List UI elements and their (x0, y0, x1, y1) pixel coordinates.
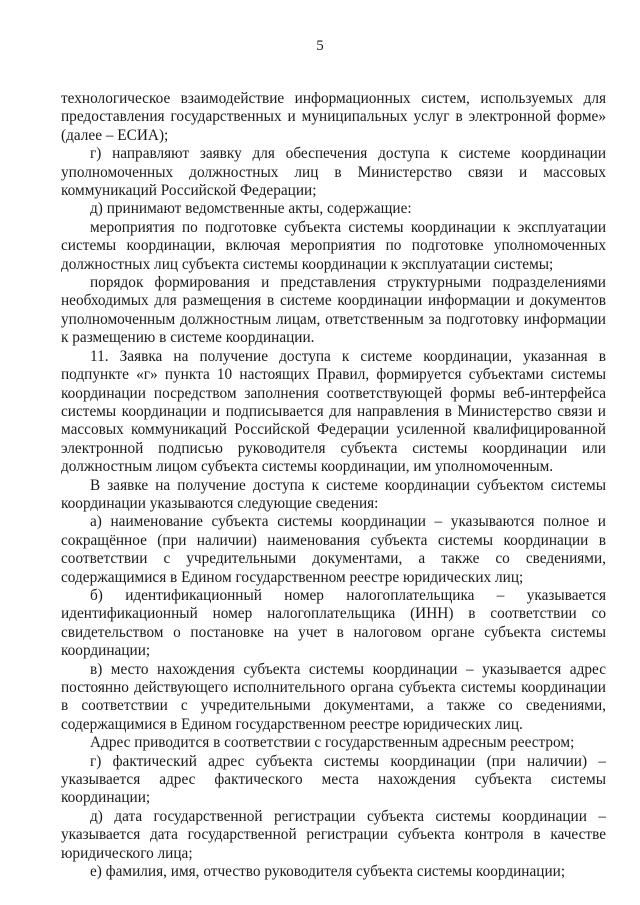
paragraph-formation-procedure: порядок формирования и представления структурными подразделениями необходимых для размещения в системе координации информации и документов уполномоченным должностным лицам, ответственным за подготовку информации к размещению в системе координации. (61, 274, 606, 347)
paragraph-address-registry: Адрес приводится в соответствии с государственным адресным реестром; (90, 734, 575, 752)
paragraph-request-contents: В заявке на получение доступа к системе координации субъектом системы координации указываются следующие сведения: (61, 476, 606, 512)
paragraph-item-b-inn: б) идентификационный номер налогоплательщика – указывается идентификационный номер налогоплательщика (ИНН) в соответствии со свидетельством о постановке на учет в налоговом органе субъекта системы координации; (61, 586, 606, 660)
page-number: 5 (316, 38, 324, 54)
paragraph-esia-continuation: технологическое взаимодействие информационных систем, используемых для предоставления государственных и муниципальных услуг в электронной форме» (далее – ЕСИА); (61, 90, 606, 144)
paragraph-item-g-actual-address: г) фактический адрес субъекта системы координации (при наличии) – указывается адрес фактического места нахождения субъекта системы координации; (61, 752, 606, 807)
paragraph-item-a-name: а) наименование субъекта системы координации – указываются полное и сокращённое (при наличии) наименования субъекта системы координации в соответствии с учредительными документами, а также со сведениями, содержащимися в Едином государственном реестре юридических лиц; (61, 513, 606, 586)
paragraph-item-e-director-name: е) фамилия, имя, отчество руководителя субъекта системы координации; (90, 863, 566, 881)
paragraph-item-v-location: в) место нахождения субъекта системы координации – указывается адрес постоянно действующего исполнительного органа субъекта системы координации в соответствии с учредительными документами, а также со сведениями, содержащимися в Едином государственном реестре юридических лиц. (61, 660, 606, 733)
document-body (61, 90, 606, 881)
paragraph-item-d-acts: д) принимают ведомственные акты, содержащие: (90, 200, 412, 218)
paragraph-clause-11: 11. Заявка на получение доступа к системе координации, указанная в подпункте «г» пункта 10 настоящих Правил, формируется субъектами системы координации посредством заполнения соответствующей формы веб-интерфейса системы координации и подписывается для направления в Министерство связи и массовых коммуникаций Российской Федерации усиленной квалифицированной электронной подписью руководителя субъекта системы координации или должностным лицом субъекта системы координации, им уполномоченным. (61, 347, 606, 476)
paragraph-item-g-request: г) направляют заявку для обеспечения доступа к системе координации уполномоченных должностных лиц в Министерство связи и массовых коммуникаций Российской Федерации; (61, 145, 606, 200)
paragraph-preparation-measures: мероприятия по подготовке субъекта системы координации к эксплуатации системы координации, включая мероприятия по подготовке уполномоченных должностных лиц субъекта системы координации к эксплуатации системы; (61, 218, 606, 273)
paragraph-item-d-registration-date: д) дата государственной регистрации субъекта системы координации – указывается дата государственной регистрации субъекта контроля в качестве юридического лица; (61, 807, 606, 862)
